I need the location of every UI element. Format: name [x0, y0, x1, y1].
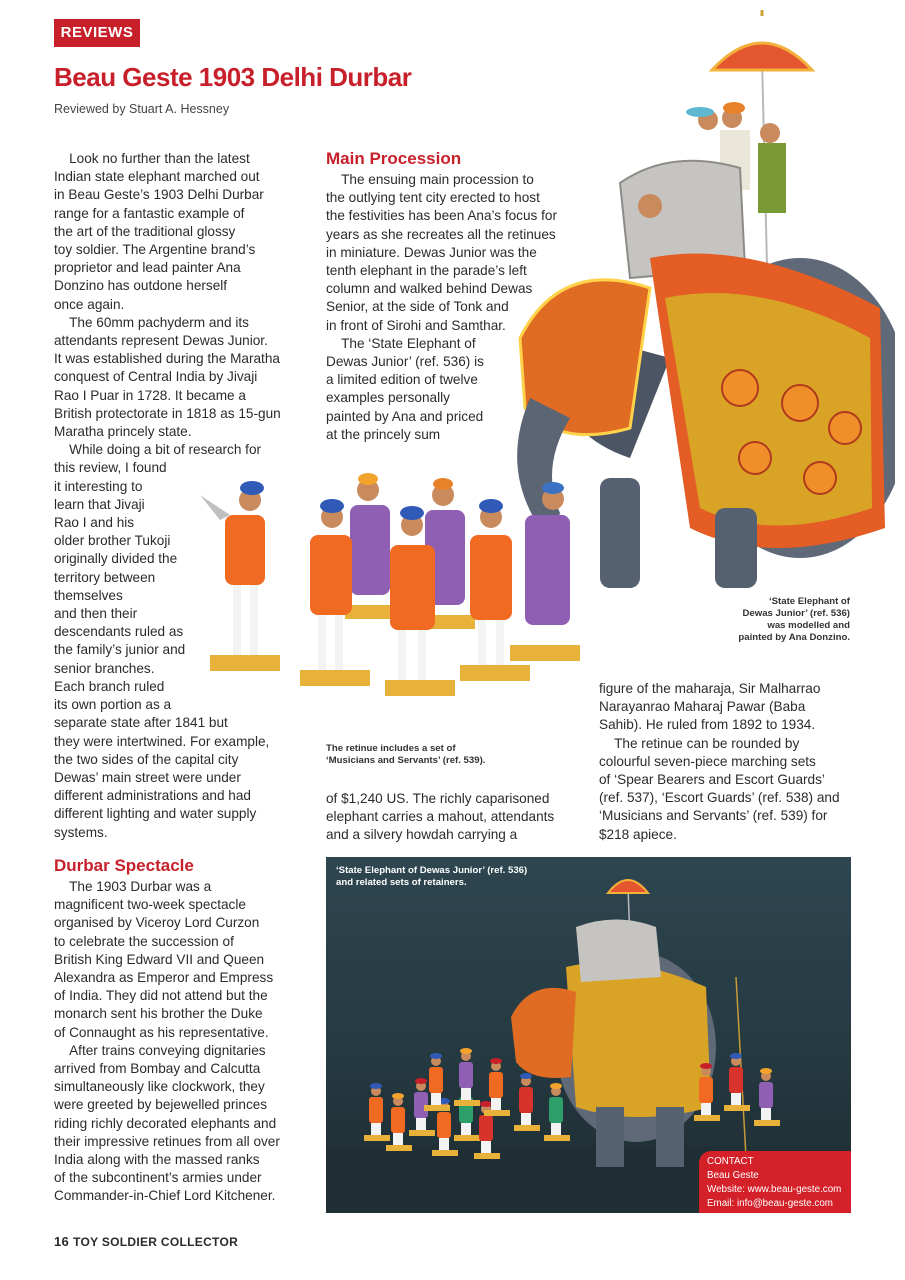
text-line: monarch sent his brother the Duke	[54, 1006, 263, 1022]
text-line: India along with the massed ranks	[54, 1152, 260, 1168]
text-line: British King Edward VII and Queen	[54, 951, 265, 967]
text-line: Maratha princely state.	[54, 424, 192, 440]
retinue-caption	[326, 743, 485, 767]
text-line: British protectorate in 1818 as 15-gun	[54, 405, 281, 421]
text-line: After trains conveying dignitaries	[54, 1042, 266, 1058]
soldier-figure	[724, 1053, 750, 1111]
caption-line: was modelled and	[767, 620, 850, 631]
caption-line: ‘State Elephant of	[768, 596, 850, 607]
text-line: its own portion as a	[54, 697, 172, 713]
text-line: older brother Tukoji	[54, 533, 171, 549]
text-line: years as she recreates all the retinues	[326, 226, 556, 242]
text-line: Dewas Junior’ (ref. 536) is	[326, 354, 484, 370]
text-line: once again.	[54, 296, 125, 312]
text-line: elephant carries a mahout, attendants	[326, 809, 555, 825]
text-line: different lighting and water supply	[54, 806, 257, 822]
caption-line: Dewas Junior’ (ref. 536)	[742, 608, 850, 619]
text-line: in Beau Geste’s 1903 Delhi Durbar	[54, 187, 264, 203]
text-line: the two sides of the capital city	[54, 751, 239, 767]
text-line: Rao I Puar in 1728. It became a	[54, 387, 246, 403]
text-line: of India. They did not attend but the	[54, 988, 268, 1004]
text-line: this review, I found	[54, 460, 167, 476]
text-line: toy soldier. The Argentine brand’s	[54, 242, 256, 258]
text-line: (ref. 537), ‘Escort Guards’ (ref. 538) and	[599, 790, 840, 806]
text-line: ‘Musicians and Servants’ (ref. 539) for	[599, 808, 828, 824]
soldier-figure	[454, 1048, 480, 1106]
text-line: The retinue can be rounded by	[599, 735, 800, 751]
caption-line: painted by Ana Donzino.	[738, 632, 850, 643]
caption-line: and related sets of retainers.	[336, 877, 467, 888]
text-line: the art of the traditional glossy	[54, 223, 236, 239]
soldier-figure	[514, 1073, 540, 1131]
text-line: colourful seven-piece marching sets	[599, 753, 816, 769]
contact-website[interactable]: Website: www.beau-geste.com	[707, 1184, 842, 1195]
text-line: simultaneously like clockwork, they	[54, 1079, 265, 1095]
text-line: The 60mm pachyderm and its	[54, 314, 249, 330]
text-line: The ‘State Elephant of	[326, 335, 476, 351]
contact-heading: CONTACT	[707, 1156, 754, 1167]
text-line: It was established during the Maratha	[54, 351, 280, 367]
text-line: and then their	[54, 606, 138, 622]
article-headline: Beau Geste 1903 Delhi Durbar	[54, 62, 412, 92]
text-line: different administrations and had	[54, 788, 251, 804]
column-2-bottom-text	[326, 790, 554, 845]
text-line: Alexandra as Emperor and Empress	[54, 970, 274, 986]
group-photo-caption	[336, 865, 527, 889]
retinue-group-photo	[326, 857, 851, 1213]
caption-line: ‘State Elephant of Dewas Junior’ (ref. 536)	[336, 865, 528, 876]
text-line: range for a fantastic example of	[54, 205, 245, 221]
text-line: examples personally	[326, 390, 450, 406]
text-line: Sahib). He ruled from 1892 to 1934.	[599, 717, 816, 733]
text-line: at the princely sum	[326, 426, 441, 442]
text-line: in miniature. Dewas Junior was the	[326, 244, 537, 260]
text-line: of Connaught as his representative.	[54, 1024, 269, 1040]
text-line: territory between	[54, 569, 156, 585]
text-line: Senior, at the side of Tonk and	[326, 299, 509, 315]
text-line: and a silvery howdah carrying a	[326, 827, 518, 843]
durbar-spectacle-text	[54, 878, 280, 1206]
text-line: originally divided the	[54, 551, 178, 567]
text-line: Indian state elephant marched out	[54, 169, 260, 185]
text-line: systems.	[54, 824, 108, 840]
section-tag: REVIEWS	[54, 19, 140, 47]
text-line: Dewas’ main street were under	[54, 769, 241, 785]
text-line: The ensuing main procession to	[326, 172, 534, 187]
soldier-figure	[754, 1068, 780, 1126]
text-line: proprietor and lead painter Ana	[54, 260, 241, 276]
main-procession-heading: Main Procession	[326, 149, 462, 168]
text-line: riding richly decorated elephants and	[54, 1115, 277, 1131]
column-3-text	[599, 680, 840, 844]
text-line: While doing a bit of research for	[54, 442, 262, 458]
text-line: they were intertwined. For example,	[54, 733, 270, 749]
text-line: of ‘Spear Bearers and Escort Guards’	[599, 772, 825, 788]
text-line: Rao I and his	[54, 515, 135, 531]
text-line: Donzino has outdone herself	[54, 278, 228, 294]
text-line: column and walked behind Dewas	[326, 281, 533, 297]
text-line: painted by Ana and priced	[326, 408, 484, 424]
text-line: it interesting to	[54, 478, 143, 494]
text-line: the outlying tent city erected to host	[326, 190, 540, 206]
byline: Reviewed by Stuart A. Hessney	[54, 102, 230, 116]
durbar-spectacle-heading: Durbar Spectacle	[54, 856, 194, 875]
text-line: figure of the maharaja, Sir Malharrao	[599, 681, 821, 696]
text-line: Narayanrao Maharaj Pawar (Baba	[599, 699, 806, 715]
text-line: their impressive retinues from all over	[54, 1133, 280, 1149]
text-line: separate state after 1841 but	[54, 715, 228, 731]
text-line: to celebrate the succession of	[54, 933, 234, 949]
text-line: arrived from Bombay and Calcutta	[54, 1061, 261, 1077]
page-number: 16	[54, 1234, 70, 1249]
publication-name: TOY SOLDIER COLLECTOR	[73, 1235, 239, 1249]
text-line: Each branch ruled	[54, 678, 165, 694]
text-line: magnificent two-week spectacle	[54, 897, 246, 913]
text-line: descendants ruled as	[54, 624, 184, 640]
text-line: Commander-in-Chief Lord Kitchener.	[54, 1188, 276, 1204]
text-line: tenth elephant in the parade’s left	[326, 263, 527, 279]
text-line: conquest of Central India by Jivaji	[54, 369, 258, 385]
musicians-photo	[200, 455, 595, 745]
text-line: $218 apiece.	[599, 826, 677, 842]
text-line: senior branches.	[54, 660, 155, 676]
page-footer	[54, 1234, 238, 1249]
text-line: of the subcontinent’s armies under	[54, 1170, 262, 1186]
elephant-caption	[700, 596, 850, 644]
caption-line: The retinue includes a set of	[326, 743, 456, 754]
soldier-figure	[364, 1083, 390, 1141]
soldier-figure	[386, 1093, 412, 1151]
text-line: of $1,240 US. The richly caparisoned	[326, 791, 550, 806]
contact-name: Beau Geste	[707, 1170, 759, 1181]
text-line: Look no further than the latest	[54, 151, 250, 166]
text-line: attendants represent Dewas Junior.	[54, 333, 268, 349]
text-line: were greeted by bejewelled princes	[54, 1097, 268, 1113]
contact-email[interactable]: Email: info@beau-geste.com	[707, 1198, 833, 1209]
text-line: themselves	[54, 587, 123, 603]
text-line: learn that Jivaji	[54, 496, 145, 512]
contact-box	[699, 1151, 851, 1213]
text-line: in front of Sirohi and Samthar.	[326, 317, 506, 333]
text-line: the festivities has been Ana’s focus for	[326, 208, 557, 224]
caption-line: ‘Musicians and Servants’ (ref. 539).	[326, 755, 486, 766]
text-line: The 1903 Durbar was a	[54, 879, 212, 894]
text-line: a limited edition of twelve	[326, 372, 478, 388]
text-line: organised by Viceroy Lord Curzon	[54, 915, 260, 931]
text-line: the family’s junior and	[54, 642, 186, 658]
